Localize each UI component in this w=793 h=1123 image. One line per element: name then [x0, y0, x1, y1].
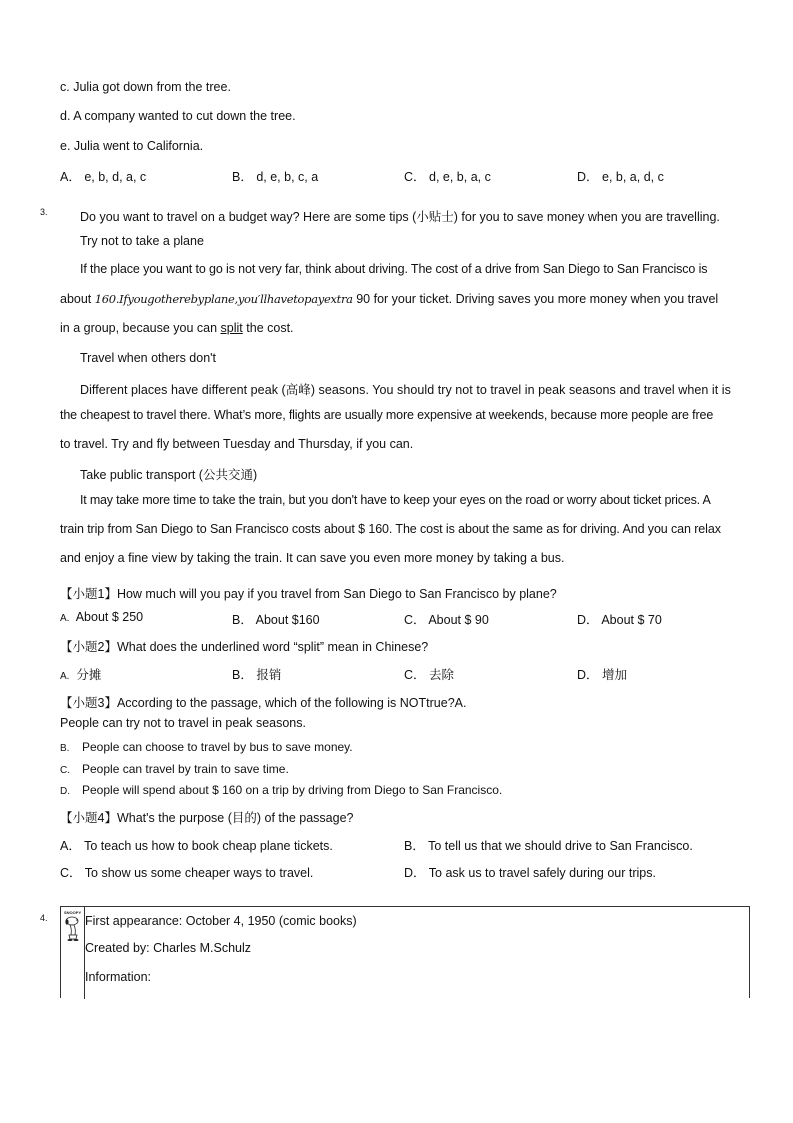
heading-travel-others: Travel when others don't	[80, 351, 217, 365]
sub3-option-c[interactable]: C. People can travel by train to save time.	[60, 762, 289, 776]
event-d: d. A company wanted to cut down the tree.	[60, 109, 296, 123]
svg-text:SNOOPY: SNOOPY	[64, 910, 82, 915]
prev-option-b[interactable]: B． d, e, b, c, a	[232, 170, 319, 184]
passage-intro: Do you want to travel on a budget way? Here are some tips (小贴士) for you to save money when you are travelling.	[80, 210, 720, 224]
first-appearance: First appearance: October 4, 1950 (comic books)	[85, 914, 357, 928]
para3-line1: It may take more time to take the train, but you don't have to keep your eyes on the road or worry about ticket prices. A	[80, 493, 711, 507]
para2-line1: Different places have different peak (高峰) seasons. You should try not to travel in peak seasons and travel when it is	[80, 383, 731, 397]
para1-line3: in a group, because you can split the cost.	[60, 321, 294, 335]
para2-line3: to travel. Try and fly between Tuesday and Thursday, if you can.	[60, 437, 414, 451]
event-e: e. Julia went to California.	[60, 139, 204, 153]
heading-public-transport: Take public transport (公共交通)	[80, 468, 258, 482]
prev-option-c[interactable]: C． d, e, b, a, c	[404, 170, 491, 184]
sub1-option-d[interactable]: D． About $ 70	[577, 613, 662, 627]
para3-line3: and enjoy a fine view by taking the train. It can save you even more money by taking a bus.	[60, 551, 565, 565]
sub1-option-b[interactable]: B． About $160	[232, 613, 320, 627]
subquestion-2: 【小题2】What does the underlined word “split” mean in Chinese?	[60, 640, 429, 654]
sub2-option-c[interactable]: C． 去除	[404, 668, 455, 682]
sub2-option-b[interactable]: B． 报销	[232, 668, 282, 682]
para1-line1: If the place you want to go is not very far, think about driving. The cost of a drive from San Diego to San Francisco is	[80, 262, 708, 276]
sub4-option-b[interactable]: B． To tell us that we should drive to San Francisco.	[404, 839, 693, 853]
sub3-option-b[interactable]: B. People can choose to travel by bus to save money.	[60, 740, 353, 754]
information-label: Information:	[85, 970, 152, 984]
para3-line2: train trip from San Diego to San Francisco costs about $ 160. The cost is about the same as for driving. And you can relax	[60, 522, 721, 536]
prev-option-d[interactable]: D． e, b, a, d, c	[577, 170, 664, 184]
event-c: c. Julia got down from the tree.	[60, 80, 231, 94]
sub4-option-d[interactable]: D． To ask us to travel safely during our trips.	[404, 866, 656, 880]
garbled-math-text: 160.Ifyougotherebyplane,you′llhavetopayextra	[94, 292, 353, 306]
sub4-option-c[interactable]: C． To show us some cheaper ways to travel.	[60, 866, 314, 880]
subquestion-4: 【小题4】What's the purpose (目的) of the passage?	[60, 811, 354, 825]
sub2-option-a[interactable]: A. 分摊	[60, 668, 102, 682]
sub4-option-a[interactable]: A． To teach us how to book cheap plane tickets.	[60, 839, 333, 853]
subquestion-1: 【小题1】How much will you pay if you travel from San Diego to San Francisco by plane?	[60, 587, 557, 601]
snoopy-image	[63, 909, 83, 945]
sub3-option-d[interactable]: D. People will spend about $ 160 on a trip by driving from Diego to San Francisco.	[60, 783, 503, 797]
para2-line2: the cheapest to travel there. What’s more, flights are usually more expensive at weekends, because more people are free	[60, 408, 714, 422]
para1-line2: about 160.Ifyougotherebyplane,you′llhavetopayextra 90 for your ticket. Driving saves you more money when you travel	[60, 292, 719, 306]
question-number-4: 4.	[40, 913, 48, 923]
question-number-3: 3.	[40, 207, 48, 217]
subquestion-3: 【小题3】According to the passage, which of the following is NOTtrue?A.	[60, 696, 467, 710]
sub2-option-d[interactable]: D． 增加	[577, 668, 628, 682]
info-table	[60, 906, 750, 998]
sub1-option-a[interactable]: A. About $ 250	[60, 610, 144, 624]
prev-option-a[interactable]: A． e, b, d, a, c	[60, 170, 147, 184]
sub3-option-a-text[interactable]: People can try not to travel in peak seasons.	[60, 716, 306, 730]
heading-plane: Try not to take a plane	[80, 234, 204, 248]
underlined-word-split: split	[220, 321, 243, 335]
sub1-option-c[interactable]: C． About $ 90	[404, 613, 489, 627]
snoopy-icon	[63, 909, 83, 945]
created-by: Created by: Charles M.Schulz	[85, 941, 252, 955]
